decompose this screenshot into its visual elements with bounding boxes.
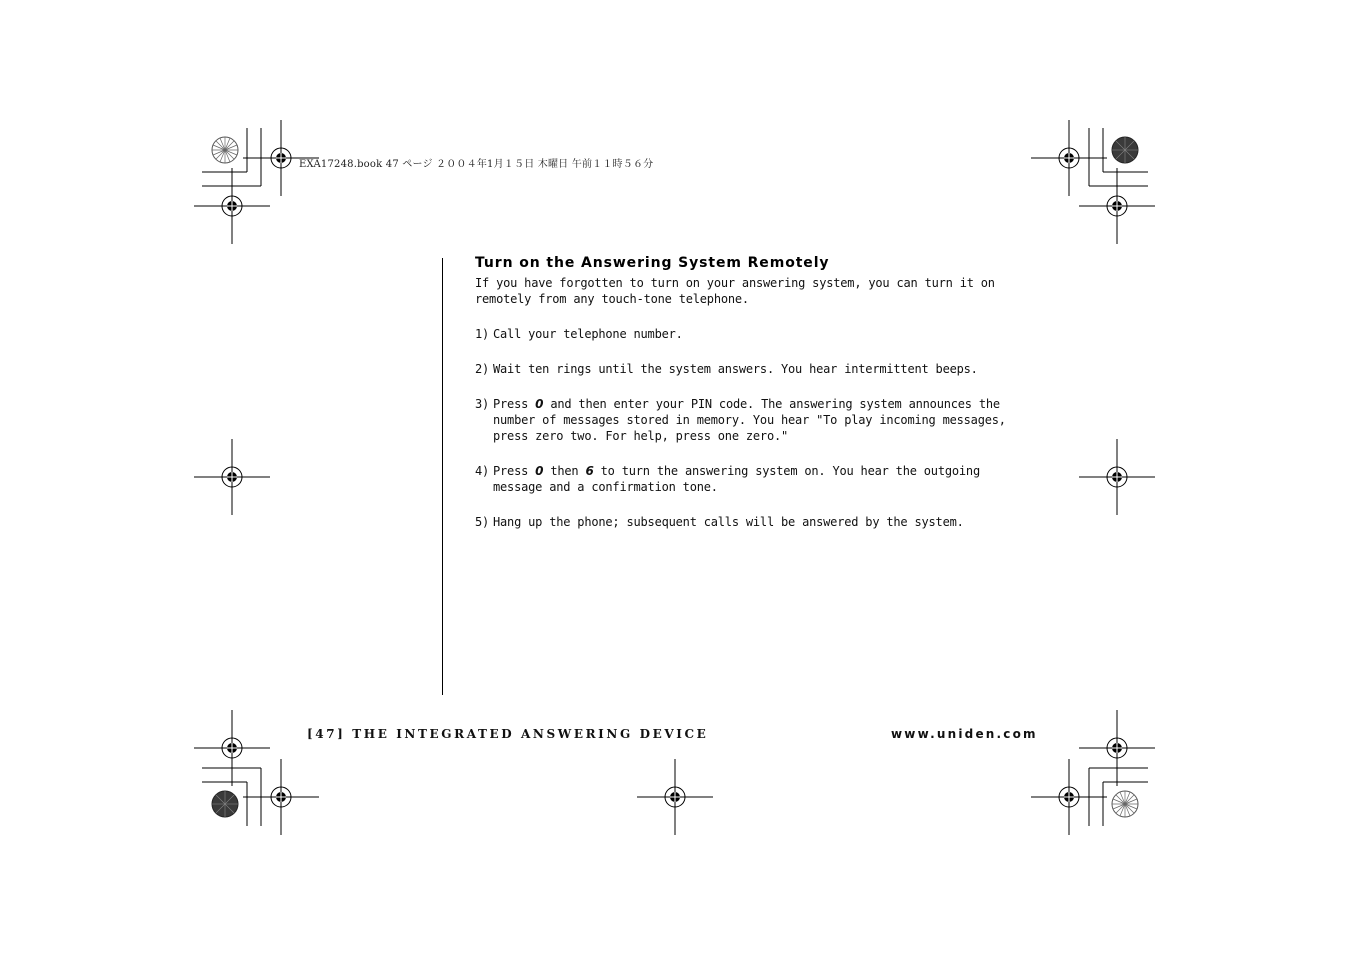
registration-mark-icon (1031, 759, 1107, 835)
registration-mark-icon (1079, 710, 1155, 786)
starburst-icon (1112, 791, 1138, 817)
key-six: 6 (585, 464, 594, 478)
step-text: Call your telephone number. (493, 327, 683, 341)
section-title: Turn on the Answering System Remotely (475, 255, 830, 271)
footer-website: www.uniden.com (891, 727, 1038, 741)
registration-mark-icon (243, 759, 319, 835)
vertical-rule (442, 258, 443, 695)
starburst-icon (1112, 137, 1138, 163)
step-number: 5) (475, 515, 490, 529)
step-text: Wait ten rings until the system answers. You hear intermittent beeps. (493, 362, 978, 376)
step-text: Hang up the phone; subsequent calls will be answered by the system. (493, 515, 964, 529)
registration-mark-icon (1079, 439, 1155, 515)
step-1 (475, 326, 1035, 342)
registration-mark-icon (194, 439, 270, 515)
starburst-icon (212, 137, 238, 163)
registration-mark-icon (194, 168, 270, 244)
print-header: EXA17248.book 47 ページ ２００４年1月１５日 木曜日 午前１１時５６分 (299, 159, 654, 170)
step-text-pre: Press (493, 397, 536, 411)
step-number: 1) (475, 327, 490, 341)
key-zero: 0 (535, 464, 544, 478)
step-text-mid: then (543, 464, 586, 478)
key-zero: 0 (535, 397, 544, 411)
main-content (475, 255, 1035, 549)
step-number: 2) (475, 362, 490, 376)
step-number: 3) (475, 397, 490, 411)
step-text-post: and then enter your PIN code. The answering system announces the number of messages stored in memory. You hear "To play incoming messages, press zero two. For help, press one zero." (493, 397, 1006, 443)
step-number: 4) (475, 464, 490, 478)
footer-page-label: [47] THE INTEGRATED ANSWERING DEVICE (307, 727, 709, 741)
step-3 (475, 396, 1035, 444)
step-text-post: to turn the answering system on. You hear the outgoing message and a confirmation tone. (493, 464, 980, 494)
step-text-pre: Press (493, 464, 536, 478)
registration-mark-icon (194, 710, 270, 786)
intro-paragraph: If you have forgotten to turn on your answering system, you can turn it on remotely from any touch-tone telephone. (475, 276, 995, 306)
step-5 (475, 514, 1035, 530)
registration-mark-icon (1031, 120, 1107, 196)
step-4 (475, 463, 1035, 495)
starburst-icon (212, 791, 238, 817)
step-2 (475, 361, 1035, 377)
registration-mark-icon (637, 759, 713, 835)
registration-mark-icon (1079, 168, 1155, 244)
